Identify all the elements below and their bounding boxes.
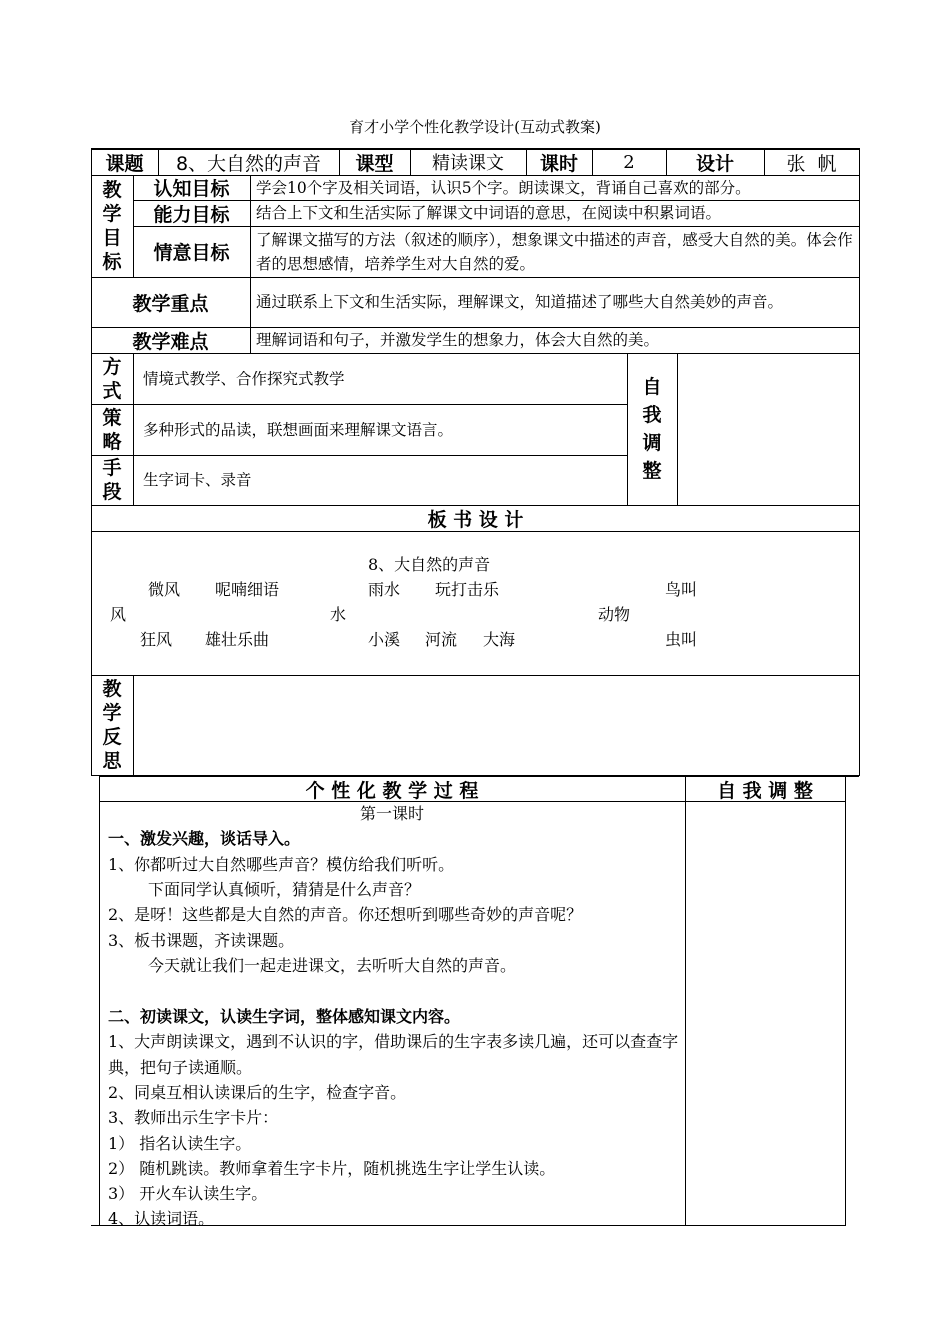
process-line: 2、同桌互相认读课后的生字，检查字音。 xyxy=(108,1083,407,1102)
ability-goal-text: 结合上下文和生活实际了解课文中词语的意思，在阅读中积累词语。 xyxy=(256,204,722,222)
topic-value: 8、大自然的声音 xyxy=(175,152,322,175)
board-item: 雄壮乐曲 xyxy=(205,630,270,649)
board-title: 8、大自然的声音 xyxy=(368,555,491,574)
emotion-goal-text: 了解课文描写的方法（叙述的顺序），想象课文中描述的声音，感受大自然的美。体会作者的思想感情，培养学生对大自然的爱。 xyxy=(256,230,853,273)
objectives-group-label: 教学目标 xyxy=(102,179,122,273)
board-category: 动物 xyxy=(598,605,631,624)
cognitive-goal-text: 学会10个字及相关词语，认识5个字。朗读课文，背诵自己喜欢的部分。 xyxy=(256,178,751,197)
board-item: 呢喃细语 xyxy=(215,580,280,599)
board-item: 狂风 xyxy=(140,630,173,649)
means-text: 生字词卡、录音 xyxy=(143,471,252,489)
process-line: 下面同学认真倾听，猜猜是什么声音？ xyxy=(148,880,421,899)
ability-goal-label: 能力目标 xyxy=(153,203,230,226)
method-label: 方式 xyxy=(102,355,122,402)
board-item: 虫叫 xyxy=(665,630,698,649)
board-item: 小溪 xyxy=(368,630,401,649)
board-item: 鸟叫 xyxy=(665,580,698,599)
reflection-label: 教学反思 xyxy=(102,678,122,772)
process-line: 3、教师出示生字卡片： xyxy=(108,1108,279,1127)
process-line: 4、认读词语。 xyxy=(108,1209,215,1228)
topic-label: 课题 xyxy=(105,152,144,175)
type-label: 课型 xyxy=(355,152,394,175)
strategy-text: 多种形式的品读，联想画面来理解课文语言。 xyxy=(143,420,454,439)
process-line: 2） 随机跳读。教师拿着生字卡片，随机挑选生字让学生认读。 xyxy=(108,1159,556,1178)
document-title: 育才小学个性化教学设计(互动式教案) xyxy=(349,118,601,136)
process-line: 1、你都听过大自然哪些声音？模仿给我们听听。 xyxy=(108,855,455,874)
difficulty-label: 教学难点 xyxy=(132,330,209,353)
board-category: 风 xyxy=(110,605,127,624)
emotion-goal-label: 情意目标 xyxy=(153,242,230,264)
process-line: 3、板书课题，齐读课题。 xyxy=(108,931,295,950)
process-line: 3） 开火车认读生字。 xyxy=(108,1184,268,1203)
process-line: 今天就让我们一起走进课文，去听听大自然的声音。 xyxy=(148,956,517,975)
key-point-text: 通过联系上下文和生活实际，理解课文，知道描述了哪些大自然美妙的声音。 xyxy=(256,293,784,311)
board-item: 大海 xyxy=(483,630,516,649)
means-label: 手段 xyxy=(102,457,122,503)
difficulty-text: 理解词语和句子，并激发学生的想象力，体会大自然的美。 xyxy=(256,331,660,349)
process-line: 1、大声朗读课文，遇到不认识的字，借助课后的生字表多读几遍，还可以查查字典，把句子读通顺。 xyxy=(108,1032,679,1077)
cognitive-goal-label: 认知目标 xyxy=(153,178,230,200)
self-adjust-label: 自我调整 xyxy=(642,376,662,482)
board-category: 水 xyxy=(330,605,347,624)
strategy-label: 策略 xyxy=(102,406,122,453)
board-design-heading: 板 书 设 计 xyxy=(427,509,524,531)
period-value: 2 xyxy=(623,151,635,173)
process-heading: 个 性 化 教 学 过 程 xyxy=(305,779,479,802)
process-line: 1） 指名认读生字。 xyxy=(108,1134,252,1153)
board-item: 河流 xyxy=(425,630,458,649)
method-text: 情境式教学、合作探究式教学 xyxy=(143,369,345,388)
designer-value: 张 帆 xyxy=(786,152,837,175)
board-item: 微风 xyxy=(148,580,181,599)
board-item: 雨水 xyxy=(368,580,401,599)
board-item: 玩打击乐 xyxy=(435,580,500,599)
section-heading: 二、初读课文，认读生字词，整体感知课文内容。 xyxy=(108,1007,461,1026)
process-adjust-heading: 自 我 调 整 xyxy=(717,779,813,802)
lesson-heading: 第一课时 xyxy=(359,804,424,823)
section-heading: 一、激发兴趣，谈话导入。 xyxy=(108,829,301,848)
design-label: 设计 xyxy=(695,152,734,175)
type-value: 精读课文 xyxy=(432,153,504,174)
process-line: 2、是呀！这些都是大自然的声音。你还想听到哪些奇妙的声音呢？ xyxy=(108,905,583,924)
period-label: 课时 xyxy=(539,152,578,175)
key-point-label: 教学重点 xyxy=(132,292,209,315)
